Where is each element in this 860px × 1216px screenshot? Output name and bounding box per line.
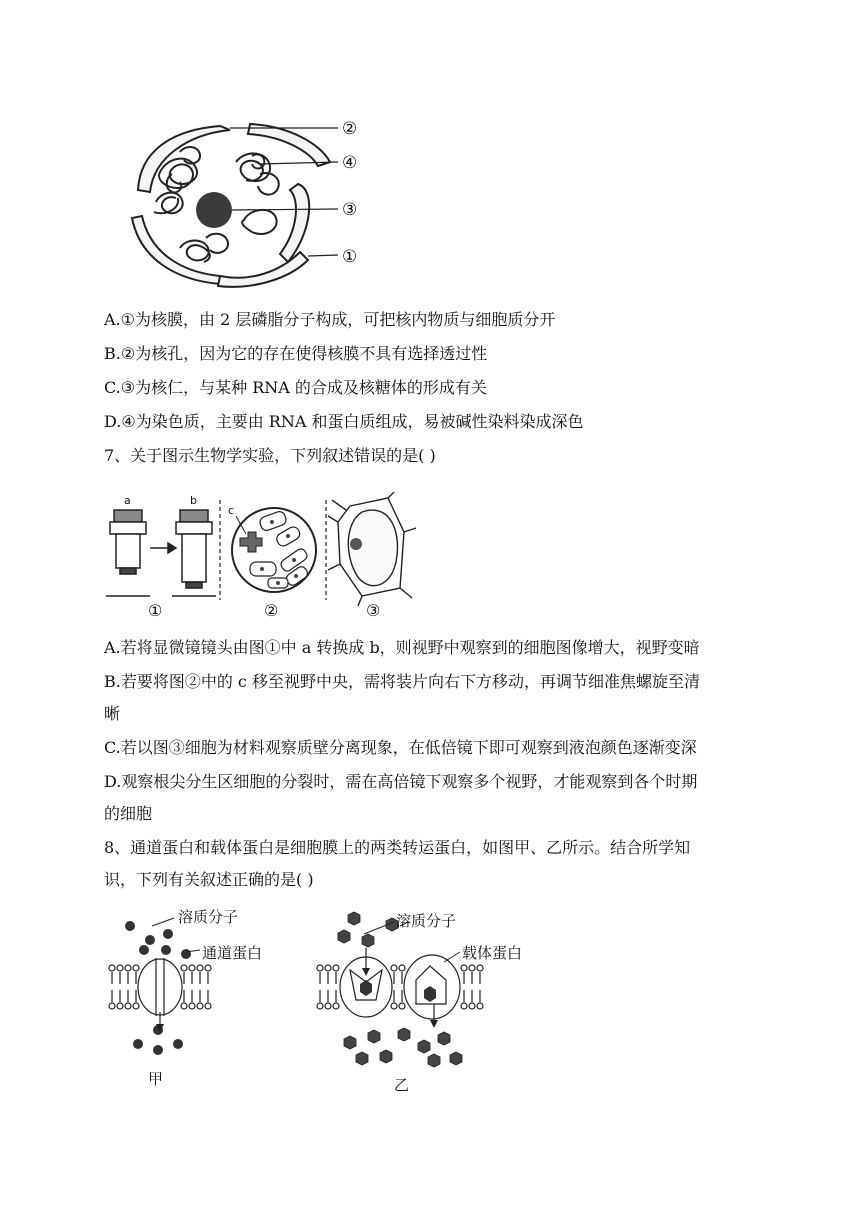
- label-carrier-protein: 载体蛋白: [462, 944, 523, 962]
- q7-option-d-cont: 的细胞: [104, 804, 153, 823]
- q7-stem: 7、关于图示生物学实验，下列叙述错误的是( ): [104, 446, 436, 465]
- caption-3: ③: [366, 601, 381, 620]
- label-channel-protein: 通道蛋白: [202, 944, 263, 962]
- caption-2: ②: [264, 601, 279, 620]
- q6-option-b: B.②为核孔，因为它的存在使得核膜不具有选择透过性: [104, 344, 488, 363]
- label-2: ②: [342, 119, 358, 139]
- caption-yi: 乙: [394, 1076, 410, 1094]
- label-b: b: [190, 494, 197, 507]
- label-solute-left: 溶质分子: [178, 908, 239, 926]
- q7-option-c: C.若以图③细胞为材料观察质壁分离现象，在低倍镜下即可观察到液泡颜色逐渐变深: [104, 738, 697, 757]
- transport-protein-figure: [104, 900, 544, 1096]
- q8-stem-line1: 8、通道蛋白和载体蛋白是细胞膜上的两类转运蛋白，如图甲、乙所示。结合所学知: [104, 838, 691, 857]
- microscope-figure: [100, 492, 420, 622]
- nucleus-diagram: [120, 112, 380, 292]
- caption-1: ①: [148, 601, 163, 620]
- q7-option-d: D.观察根尖分生区细胞的分裂时，需在高倍镜下观察多个视野，才能观察到各个时期: [104, 772, 698, 791]
- q7-option-b-cont: 晰: [104, 704, 121, 723]
- q6-option-c: C.③为核仁，与某种 RNA 的合成及核糖体的形成有关: [104, 378, 487, 397]
- q8-stem-line2: 识，下列有关叙述正确的是( ): [104, 870, 314, 889]
- q6-option-d: D.④为染色质，主要由 RNA 和蛋白质组成，易被碱性染料染成深色: [104, 412, 584, 431]
- label-1: ①: [342, 247, 358, 267]
- caption-jia: 甲: [148, 1070, 164, 1088]
- q7-option-a: A.若将显微镜镜头由图①中 a 转换成 b，则视野中观察到的细胞图像增大，视野变暗: [104, 638, 700, 657]
- label-3: ③: [342, 200, 358, 220]
- label-4: ④: [342, 153, 358, 173]
- label-c: c: [228, 504, 235, 517]
- q7-option-b: B.若要将图②中的 c 移至视野中央，需将装片向右下方移动，再调节细准焦螺旋至清: [104, 672, 700, 691]
- q6-option-a: A.①为核膜，由 2 层磷脂分子构成，可把核内物质与细胞质分开: [104, 310, 556, 329]
- label-solute-right: 溶质分子: [396, 912, 457, 930]
- label-a: a: [124, 494, 131, 507]
